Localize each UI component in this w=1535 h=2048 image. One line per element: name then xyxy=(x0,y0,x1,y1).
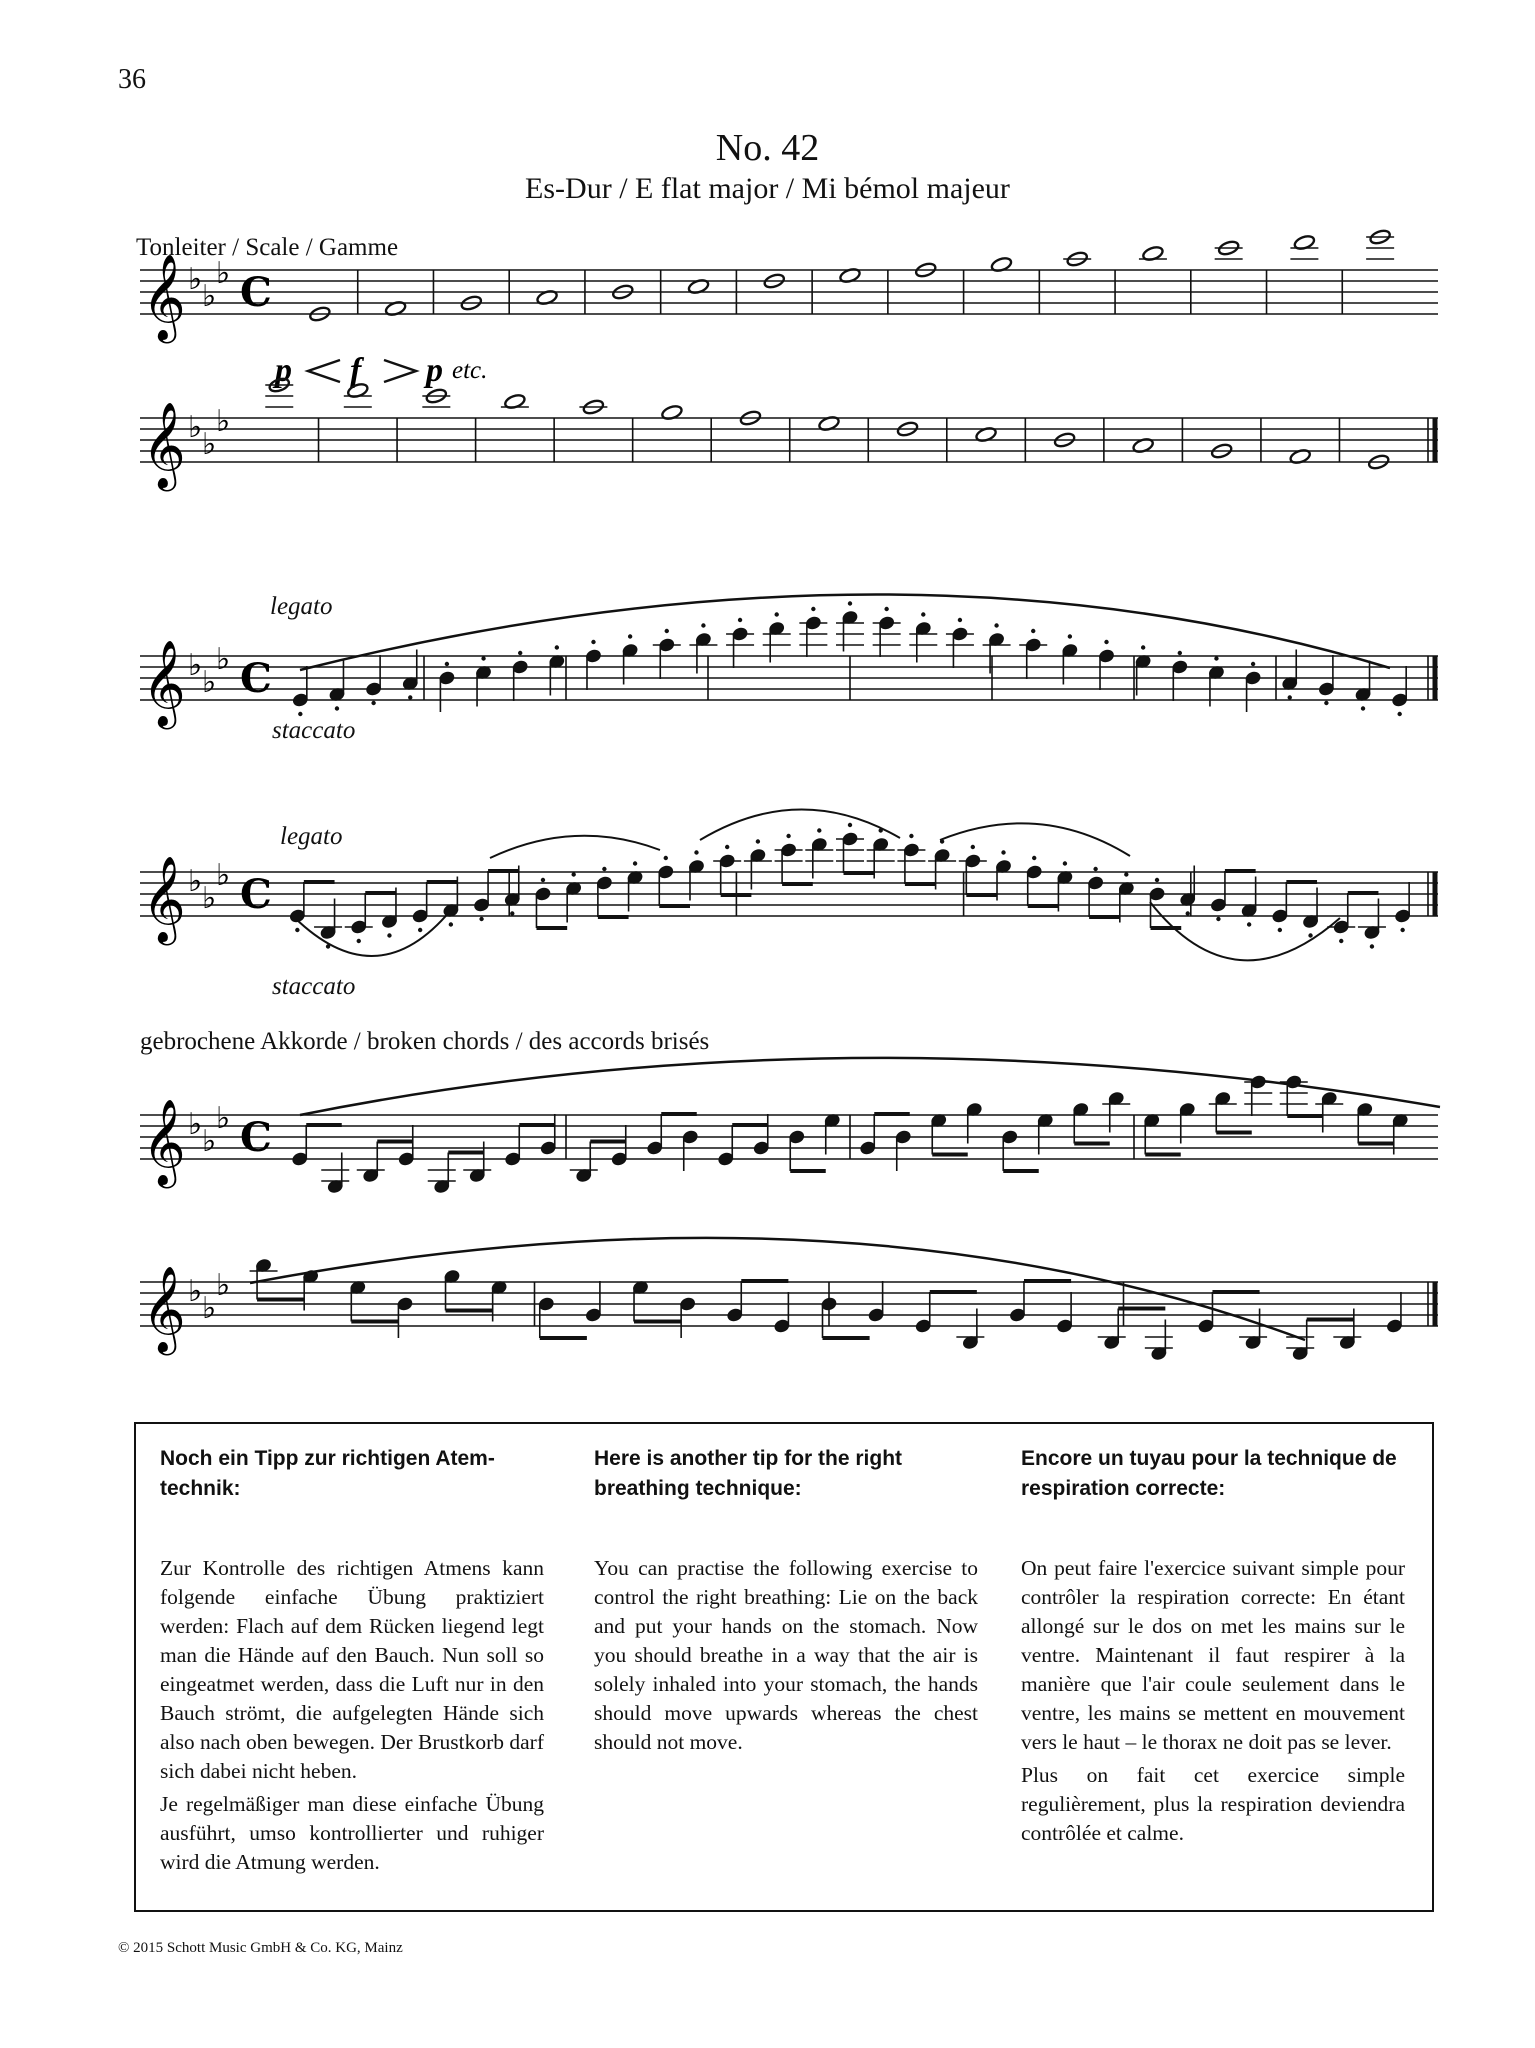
phrase-slur-2 xyxy=(300,1058,1440,1115)
staccato-dot xyxy=(879,828,883,832)
staccato-dot xyxy=(449,922,453,926)
flat-icon: ♭ xyxy=(188,262,203,297)
staccato-dot xyxy=(1397,712,1401,716)
page-number: 36 xyxy=(118,64,146,95)
staccato-dot xyxy=(1339,939,1343,943)
staccato-dot xyxy=(958,618,962,622)
staccato-dot xyxy=(1124,872,1128,876)
staccato-dot xyxy=(811,607,815,611)
treble-clef-icon: 𝄞 xyxy=(142,1266,186,1352)
staccato-dot xyxy=(725,845,729,849)
tip-paragraph-french-1: On peut faire l'exercice suivant simple pour contrôler la respiration correcte: En étant allongé sur le dos on met les mains sur le ventre. Maintenant il faut respirer à la manière que l'air coule seulement dans le ventre, les mains se mettent en mouvement vers le haut – le thorax ne doit pas se lever. xyxy=(1021,1556,1405,1754)
staccato-dot xyxy=(518,651,522,655)
flat-icon: ♭ xyxy=(216,256,231,291)
staccato-dot xyxy=(1324,701,1328,705)
staccato-dot xyxy=(1155,878,1159,882)
music-system-4 xyxy=(140,823,1438,949)
staccato-dot xyxy=(775,612,779,616)
staccato-dot xyxy=(357,939,361,943)
flat-icon: ♭ xyxy=(216,1268,231,1303)
tip-column-french xyxy=(1021,1444,1405,1852)
common-time-icon: C xyxy=(240,1114,272,1161)
flat-icon: ♭ xyxy=(202,279,217,314)
staccato-dot xyxy=(848,601,852,605)
broken-chords-label: gebrochene Akkorde / broken chords / des accords brisés xyxy=(140,1028,710,1055)
staccato-dot xyxy=(694,850,698,854)
music-system-5 xyxy=(140,1074,1438,1194)
staccato-dot xyxy=(445,662,449,666)
staccato-dot xyxy=(326,944,330,948)
staccato-dot xyxy=(1186,911,1190,915)
dynamic-forte: f xyxy=(350,352,362,389)
staccato-dot xyxy=(1251,662,1255,666)
tip-column-english xyxy=(594,1444,978,1761)
legato-label-1: legato xyxy=(270,593,333,620)
staccato-dot xyxy=(1278,928,1282,932)
crescendo-hairpin xyxy=(308,360,340,382)
flat-icon: ♭ xyxy=(202,1291,217,1326)
staccato-dot xyxy=(408,695,412,699)
staccato-dot xyxy=(555,645,559,649)
staccato-dot xyxy=(295,928,299,932)
common-time-icon: C xyxy=(240,655,272,702)
staccato-dot xyxy=(1093,867,1097,871)
dynamic-piano-2: p xyxy=(426,352,443,389)
staccato-dot xyxy=(1214,656,1218,660)
copyright: © 2015 Schott Music GmbH & Co. KG, Mainz xyxy=(118,1940,403,1956)
flat-icon: ♭ xyxy=(216,858,231,893)
staccato-dot xyxy=(921,612,925,616)
common-time-icon: C xyxy=(240,871,272,918)
staccato-dot xyxy=(1288,695,1292,699)
staccato-dot xyxy=(786,834,790,838)
staccato-dot xyxy=(479,917,483,921)
slur-descending xyxy=(940,823,1130,856)
flat-icon: ♭ xyxy=(216,404,231,439)
staccato-dot xyxy=(1308,933,1312,937)
staccato-dot xyxy=(335,706,339,710)
flat-icon: ♭ xyxy=(216,1101,231,1136)
dynamics-etc: etc. xyxy=(452,357,488,384)
music-system-6 xyxy=(140,1258,1438,1361)
decrescendo-hairpin xyxy=(384,360,416,382)
flat-icon: ♭ xyxy=(202,665,217,700)
tip-paragraph-german-2: Je regelmäßiger man diese einfache Übung ausführt, umso kontrollierter und ruhiger wird die Atmung werden. xyxy=(160,1792,544,1874)
tip-heading-german: Noch ein Tipp zur richtigen Atem-technik: xyxy=(160,1447,495,1500)
staccato-dot xyxy=(994,623,998,627)
staccato-dot xyxy=(481,656,485,660)
flat-icon: ♭ xyxy=(202,1124,217,1159)
flat-icon: ♭ xyxy=(188,1107,203,1142)
staccato-dot xyxy=(665,629,669,633)
flat-icon: ♭ xyxy=(188,410,203,445)
staccato-dot xyxy=(848,823,852,827)
legato-label-2: legato xyxy=(280,823,343,850)
staccato-dot xyxy=(371,701,375,705)
staccato-dot xyxy=(633,861,637,865)
treble-clef-icon: 𝄞 xyxy=(142,254,186,340)
slur-staccato-low xyxy=(295,905,455,956)
flat-icon: ♭ xyxy=(202,427,217,462)
tip-column-german xyxy=(160,1444,544,1881)
staccato-dot xyxy=(1104,640,1108,644)
page-title: No. 42 xyxy=(715,127,820,169)
staccato-dot xyxy=(510,911,514,915)
flat-icon: ♭ xyxy=(216,642,231,677)
staccato-dot xyxy=(884,607,888,611)
tip-heading-french: Encore un tuyau pour la technique de respiration correcte: xyxy=(1021,1447,1397,1500)
staccato-dot xyxy=(1216,917,1220,921)
staccato-label-2: staccato xyxy=(272,973,356,1000)
tip-paragraph-english-1: You can practise the following exercise to control the right breathing: Lie on the back and put your hands on the stomach. Now you should breathe in a way that the air is solely inhaled into your stomach, the hands should move upwards whereas the chest should not move. xyxy=(594,1556,978,1754)
staccato-dot xyxy=(602,867,606,871)
staccato-dot xyxy=(571,872,575,876)
staccato-dot xyxy=(1370,944,1374,948)
flat-icon: ♭ xyxy=(202,881,217,916)
music-system-3 xyxy=(140,601,1438,730)
tip-paragraph-french-2: Plus on fait cet exercice simple regulièrement, plus la respiration deviendra contrôlée et calme. xyxy=(1021,1763,1405,1845)
treble-clef-icon: 𝄞 xyxy=(142,856,186,942)
treble-clef-icon: 𝄞 xyxy=(142,1099,186,1185)
staccato-dot xyxy=(298,712,302,716)
staccato-dot xyxy=(1141,645,1145,649)
staccato-dot xyxy=(1001,850,1005,854)
staccato-dot xyxy=(418,928,422,932)
staccato-dot xyxy=(591,640,595,644)
staccato-dot xyxy=(817,828,821,832)
staccato-dot xyxy=(756,839,760,843)
treble-clef-icon: 𝄞 xyxy=(142,402,186,488)
staccato-dot xyxy=(387,933,391,937)
staccato-dot xyxy=(628,634,632,638)
staccato-dot xyxy=(1031,629,1035,633)
staccato-dot xyxy=(1247,922,1251,926)
staccato-dot xyxy=(940,839,944,843)
common-time-icon: C xyxy=(240,269,272,316)
staccato-dot xyxy=(1178,651,1182,655)
staccato-dot xyxy=(1032,856,1036,860)
slur-ascending xyxy=(490,836,660,858)
phrase-slur-1 xyxy=(300,594,1390,670)
dynamic-piano: p xyxy=(275,352,292,389)
slur-top xyxy=(700,809,900,840)
scale-label: Tonleiter / Scale / Gamme xyxy=(136,234,399,261)
treble-clef-icon: 𝄞 xyxy=(142,640,186,726)
staccato-dot xyxy=(1068,634,1072,638)
staccato-dot xyxy=(1400,928,1404,932)
staccato-dot xyxy=(541,878,545,882)
staccato-label-1: staccato xyxy=(272,717,356,744)
staccato-dot xyxy=(1361,706,1365,710)
staccato-dot xyxy=(701,623,705,627)
staccato-dot xyxy=(971,845,975,849)
flat-icon: ♭ xyxy=(188,648,203,683)
staccato-dot xyxy=(664,856,668,860)
breathing-tip-box xyxy=(134,1422,1434,1912)
flat-icon: ♭ xyxy=(188,1274,203,1309)
tip-paragraph-german-1: Zur Kontrolle des richtigen Atmens kann folgende einfache Übung praktiziert werden: Flach auf dem Rücken liegend legt man die Hände auf den Bauch. Nun soll so eingeatmet werden, dass die Luft nur in den Bauch strömt, die aufgelegten Hände sich also nach oben bewegen. Der Brustkorb darf sich dabei nicht heben. xyxy=(160,1556,544,1783)
staccato-dot xyxy=(1063,861,1067,865)
staccato-dot xyxy=(738,618,742,622)
staccato-dot xyxy=(909,834,913,838)
music-system-1 xyxy=(140,228,1438,344)
page-subtitle: Es-Dur / E flat major / Mi bémol majeur xyxy=(525,172,1010,205)
music-system-2 xyxy=(140,376,1438,492)
flat-icon: ♭ xyxy=(188,864,203,899)
tip-heading-english: Here is another tip for the right breathing technique: xyxy=(594,1447,903,1500)
